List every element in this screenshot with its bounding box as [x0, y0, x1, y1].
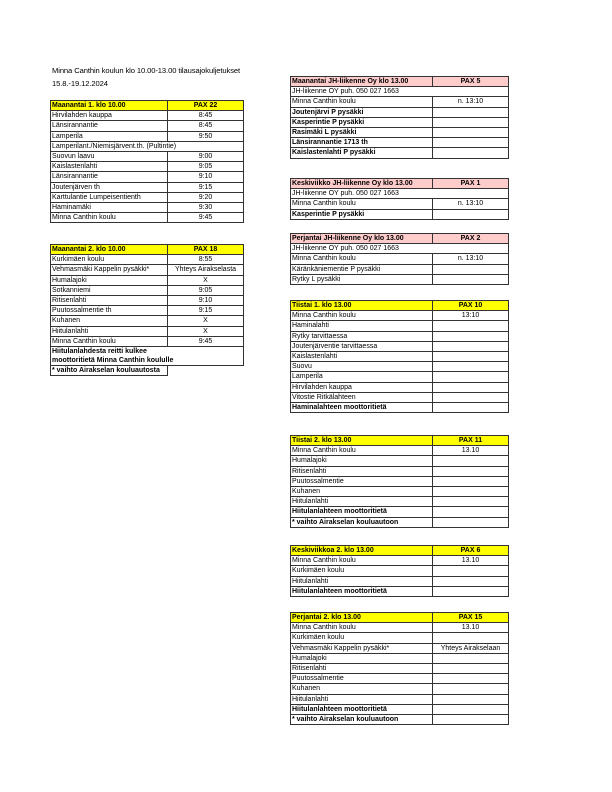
stop-name: Kurkimäen koulu: [291, 566, 433, 576]
table-header: [291, 301, 509, 311]
stop-name: Hiitulanlahteen moottoritietä: [291, 704, 433, 714]
stop-name: Haminalahti: [291, 321, 433, 331]
table-row: [291, 117, 509, 127]
table-row: [51, 151, 244, 161]
table-row: [291, 653, 509, 663]
stop-name: Länsirannantie 1713 th: [291, 138, 433, 148]
table-row: [291, 643, 509, 653]
stop-name: Minna Canthin koulu: [291, 199, 433, 209]
stop-name: Kuhanen: [291, 486, 433, 496]
stop-time: [433, 392, 509, 402]
stop-time: 13:10: [433, 311, 509, 321]
stop-name: Karttulantie Lumpeisentienth: [51, 192, 168, 202]
table-row: [291, 556, 509, 566]
stop-name: Hiitulanlahdesta reitti kulkee: [51, 346, 244, 356]
stop-name: Joutenjärvi P pysäkki: [291, 107, 433, 117]
stop-name: Vehmasmäki Kappelin pysäkki*: [291, 643, 433, 653]
table-row: [291, 341, 509, 351]
table-row: [291, 331, 509, 341]
pax-count: PAX 18: [168, 245, 244, 255]
table-row: [291, 633, 509, 643]
stop-time: [433, 566, 509, 576]
stop-time: [433, 507, 509, 517]
stop-time: X: [168, 316, 244, 326]
schedule-table-majh: [290, 76, 509, 159]
stop-time: [433, 694, 509, 704]
stop-name: Hiitulanlahti: [291, 694, 433, 704]
table-row: [291, 311, 509, 321]
table-row: [291, 138, 509, 148]
stop-name: Hirvilahden kauppa: [51, 111, 168, 121]
stop-time: X: [168, 275, 244, 285]
stop-name: Hiitulanlahteen moottoritietä: [291, 586, 433, 596]
stop-time: [433, 351, 509, 361]
table-header: [291, 613, 509, 623]
table-row: [291, 576, 509, 586]
stop-name: Kaislastenlahti P pysäkki: [291, 148, 433, 158]
stop-time: X: [168, 326, 244, 336]
table-row: [291, 87, 509, 97]
stop-name: Joutenjärventie tarvittaessa: [291, 341, 433, 351]
stop-name: Minna Canthin koulu: [291, 446, 433, 456]
stop-time: 9:05: [168, 162, 244, 172]
stop-time: 9:05: [168, 285, 244, 295]
stop-name: Minna Canthin koulu: [291, 556, 433, 566]
stop-name: Rasimäki L pysäkki: [291, 127, 433, 137]
table-row: [291, 694, 509, 704]
footnote-text: * vaihto Airakselan kouluautosta: [51, 366, 168, 376]
table-row: [291, 244, 509, 254]
table-row: [291, 586, 509, 596]
table-row: [291, 254, 509, 264]
table-row: [291, 392, 509, 402]
stop-name: Kurkimäen koulu: [291, 633, 433, 643]
table-row: [291, 127, 509, 137]
stop-name: Lamperilant./Niemisjärvent.th. (Pultintie): [51, 141, 244, 151]
stop-name: Kasperintie P pysäkki: [291, 117, 433, 127]
stop-time: n. 13:10: [433, 97, 509, 107]
route-note: [51, 356, 244, 366]
table-row: [291, 148, 509, 158]
route-title: Perjantai 2. klo 13.00: [291, 613, 433, 623]
table-row: [291, 107, 509, 117]
stop-name: JH-liikenne OY puh. 050 027 1663: [291, 244, 509, 254]
stop-name: Kasperintie P pysäkki: [291, 209, 433, 219]
table-row: [291, 476, 509, 486]
stop-name: Hirvilahden kauppa: [291, 382, 433, 392]
route-note: [51, 346, 244, 356]
stop-name: Hiitulanlahti: [51, 326, 168, 336]
stop-time: [433, 456, 509, 466]
stop-name: Haminalahteen moottoritietä: [291, 402, 433, 412]
stop-name: Minna Canthin koulu: [51, 336, 168, 346]
stop-time: [433, 684, 509, 694]
stop-name: Lamperila: [51, 131, 168, 141]
stop-name: Hiitulanlahti: [291, 497, 433, 507]
stop-name: moottoritietä Minna Canthin koululle: [51, 356, 244, 366]
table-row: [291, 674, 509, 684]
stop-time: [433, 674, 509, 684]
stop-time: 9:20: [168, 192, 244, 202]
table-row: [51, 182, 244, 192]
stop-name: Puutossalmentie th: [51, 306, 168, 316]
table-row: [291, 402, 509, 412]
stop-name: Haminamäki: [51, 202, 168, 212]
stop-time: n. 13:10: [433, 254, 509, 264]
stop-name: Suovun laavu: [51, 151, 168, 161]
stop-time: [433, 274, 509, 284]
schedule-table-pejh: [290, 233, 509, 285]
stop-time: 9:15: [168, 306, 244, 316]
schedule-table-kejh: [290, 178, 509, 220]
stop-time: 9:10: [168, 295, 244, 305]
stop-time: [433, 402, 509, 412]
table-header: [291, 234, 509, 244]
date-range: 15.8.-19.12.2024: [52, 79, 108, 88]
stop-time: [433, 476, 509, 486]
footnote: [51, 366, 244, 376]
table-row: [291, 517, 509, 527]
table-row: [291, 382, 509, 392]
table-row: [51, 111, 244, 121]
stop-name: Länsirannantie: [51, 172, 168, 182]
stop-name: Minna Canthin koulu: [51, 213, 168, 223]
table-row: [51, 326, 244, 336]
stop-time: n. 13:10: [433, 199, 509, 209]
table-row: [51, 255, 244, 265]
stop-name: Kaislastenlahti: [51, 162, 168, 172]
table-row: [51, 275, 244, 285]
schedule-table-ma2: [50, 244, 244, 376]
stop-time: 9:50: [168, 131, 244, 141]
table-row: [291, 189, 509, 199]
table-row: [291, 684, 509, 694]
schedule-table-ke2: [290, 545, 509, 597]
pax-count: PAX 2: [433, 234, 509, 244]
stop-name: Kurkimäen koulu: [51, 255, 168, 265]
stop-time: [433, 663, 509, 673]
table-row: [291, 456, 509, 466]
table-row: [291, 274, 509, 284]
stop-name: Vitostie Ritkälahteen: [291, 392, 433, 402]
stop-time: 9:10: [168, 172, 244, 182]
stop-time: [433, 331, 509, 341]
stop-time: [433, 576, 509, 586]
stop-time: 8:45: [168, 121, 244, 131]
pax-count: PAX 10: [433, 301, 509, 311]
table-row: [291, 704, 509, 714]
table-row: [291, 497, 509, 507]
table-row: [291, 623, 509, 633]
stop-time: [433, 341, 509, 351]
stop-time: [433, 209, 509, 219]
pax-count: PAX 6: [433, 546, 509, 556]
table-row: [51, 172, 244, 182]
stop-name: Puutossalmentie: [291, 674, 433, 684]
table-row: [291, 372, 509, 382]
route-title: Maanantai 2. klo 10.00: [51, 245, 168, 255]
stop-name: Ritisenlahti: [291, 663, 433, 673]
table-row: [291, 321, 509, 331]
stop-time: [433, 362, 509, 372]
stop-time: [433, 466, 509, 476]
stop-time: [433, 704, 509, 714]
table-row: [291, 663, 509, 673]
table-header: [291, 546, 509, 556]
route-title: Maanantai JH-liikenne Oy klo 13.00: [291, 77, 433, 87]
table-row: [291, 209, 509, 219]
stop-name: JH-liikenne OY puh. 050 027 1663: [291, 189, 509, 199]
stop-name: Hiitulanlahteen moottoritietä: [291, 507, 433, 517]
stop-time: [433, 586, 509, 596]
stop-name: Rytky tarvittaessa: [291, 331, 433, 341]
table-row: [51, 285, 244, 295]
route-title: Keskiviikkoa 2. klo 13.00: [291, 546, 433, 556]
stop-name: Puutossalmentie: [291, 476, 433, 486]
stop-name: Minna Canthin koulu: [291, 97, 433, 107]
table-row: [291, 507, 509, 517]
table-row: [51, 202, 244, 212]
stop-time: 13.10: [433, 556, 509, 566]
stop-time: Yhteys Airakselasta: [168, 265, 244, 275]
table-row: [291, 446, 509, 456]
stop-name: Kuhanen: [291, 684, 433, 694]
stop-time: [433, 372, 509, 382]
stop-name: Humalajoki: [51, 275, 168, 285]
table-row: [291, 199, 509, 209]
route-title: Keskiviikko JH-liikenne Oy klo 13.00: [291, 179, 433, 189]
table-row: [51, 121, 244, 131]
pax-count: PAX 11: [433, 436, 509, 446]
stop-name: Länsirannantie: [51, 121, 168, 131]
table-row: [51, 306, 244, 316]
table-header: [291, 436, 509, 446]
stop-name: Joutenjärven th: [51, 182, 168, 192]
stop-time: 9:30: [168, 202, 244, 212]
pax-count: PAX 22: [168, 101, 244, 111]
stop-name: Suovu: [291, 362, 433, 372]
table-row: [291, 351, 509, 361]
stop-name: Humalajoki: [291, 653, 433, 663]
pax-count: PAX 5: [433, 77, 509, 87]
stop-name: Lamperila: [291, 372, 433, 382]
stop-time: 9:45: [168, 336, 244, 346]
stop-time: 8:55: [168, 255, 244, 265]
stop-name: Minna Canthin koulu: [291, 254, 433, 264]
table-row: [51, 192, 244, 202]
table-row: [51, 162, 244, 172]
stop-time: [433, 486, 509, 496]
stop-name: Kuhanen: [51, 316, 168, 326]
stop-name: Hiitulanlahti: [291, 576, 433, 586]
stop-time: [433, 382, 509, 392]
table-row: [51, 316, 244, 326]
table-row: [51, 265, 244, 275]
table-row: [291, 466, 509, 476]
stop-name: Rytky L pysäkki: [291, 274, 433, 284]
route-title: Perjantai JH-liikenne Oy klo 13.00: [291, 234, 433, 244]
table-row: [51, 131, 244, 141]
stop-time: [433, 117, 509, 127]
stop-name: Minna Canthin koulu: [291, 623, 433, 633]
stop-time: [433, 138, 509, 148]
route-title: Tiistai 2. klo 13.00: [291, 436, 433, 446]
stop-time: 13.10: [433, 446, 509, 456]
schedule-table-ti1: [290, 300, 509, 413]
table-header: [291, 77, 509, 87]
table-row: [51, 336, 244, 346]
stop-name: JH-liikenne OY puh. 050 027 1663: [291, 87, 509, 97]
schedule-table-pe2: [290, 612, 509, 725]
stop-time: [433, 633, 509, 643]
stop-name: Humalajoki: [291, 456, 433, 466]
stop-time: [433, 517, 509, 527]
table-header: [51, 101, 244, 111]
table-row: [291, 486, 509, 496]
table-row: [51, 213, 244, 223]
stop-time: [433, 107, 509, 117]
stop-time: [433, 148, 509, 158]
stop-name: Minna Canthin koulu: [291, 311, 433, 321]
schedule-table-ti2: [290, 435, 509, 528]
stop-time: 8:45: [168, 111, 244, 121]
stop-name: Ritisenlahti: [291, 466, 433, 476]
pax-count: PAX 1: [433, 179, 509, 189]
stop-name: Ritisenlahti: [51, 295, 168, 305]
stop-time: [433, 264, 509, 274]
stop-time: [433, 653, 509, 663]
table-row: [291, 264, 509, 274]
route-title: Maanantai 1. klo 10.00: [51, 101, 168, 111]
empty-cell: [168, 366, 244, 376]
stop-name: * vaihto Airakselan kouluautoon: [291, 517, 433, 527]
pax-count: PAX 15: [433, 613, 509, 623]
route-title: Tiistai 1. klo 13.00: [291, 301, 433, 311]
stop-time: [433, 497, 509, 507]
table-row: [291, 714, 509, 724]
table-header: [51, 245, 244, 255]
table-row: [51, 141, 244, 151]
document-title: Minna Canthin koulun klo 10.00-13.00 tilausajokuljetukset: [52, 66, 241, 75]
table-row: [291, 566, 509, 576]
table-row: [291, 362, 509, 372]
stop-time: 9:15: [168, 182, 244, 192]
stop-name: Käränkäniementie P pysäkki: [291, 264, 433, 274]
stop-time: [433, 321, 509, 331]
schedule-table-ma1: [50, 100, 244, 223]
stop-time: [433, 127, 509, 137]
stop-time: 9:45: [168, 213, 244, 223]
table-row: [51, 295, 244, 305]
stop-time: 13.10: [433, 623, 509, 633]
stop-name: Vehmasmäki Kappelin pysäkki*: [51, 265, 168, 275]
stop-name: Kaislastenlahti: [291, 351, 433, 361]
table-row: [291, 97, 509, 107]
stop-name: * vaihto Airakselan kouluautoon: [291, 714, 433, 724]
table-header: [291, 179, 509, 189]
stop-time: [433, 714, 509, 724]
stop-time: Yhteys Airakselaan: [433, 643, 509, 653]
stop-name: Sotkanniemi: [51, 285, 168, 295]
stop-time: 9:00: [168, 151, 244, 161]
